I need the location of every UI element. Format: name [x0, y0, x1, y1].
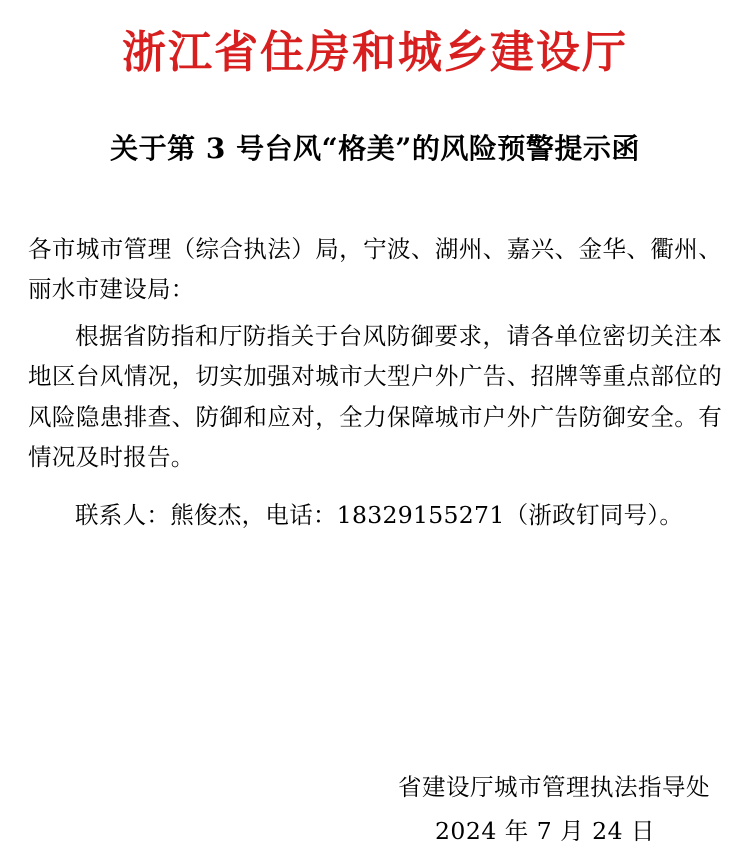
signature-date: 2024 年 7 月 24 日	[434, 816, 655, 845]
recipients-line: 各市城市管理（综合执法）局，宁波、湖州、嘉兴、金华、衢州、丽水市建设局：	[28, 234, 722, 304]
signature-department: 省建设厅城市管理执法指导处	[398, 773, 710, 802]
document-body	[28, 229, 722, 536]
body-paragraph-1: 根据省防指和厅防指关于台风防御要求，请各单位密切关注本地区台风情况，切实加强对城市大型户外广告、招牌等重点部位的风险隐患排查、防御和应对，全力保障城市户外广告防御安全。有情况及时报告。	[28, 321, 722, 472]
document-title: 关于第 3 号台风“格美”的风险预警提示函	[110, 131, 640, 165]
contact-line: 联系人：熊俊杰，电话：18329155271（浙政钉同号）。	[75, 501, 684, 530]
signature-block	[398, 766, 710, 853]
agency-header: 浙江省住房和城乡建设厅	[122, 27, 628, 78]
